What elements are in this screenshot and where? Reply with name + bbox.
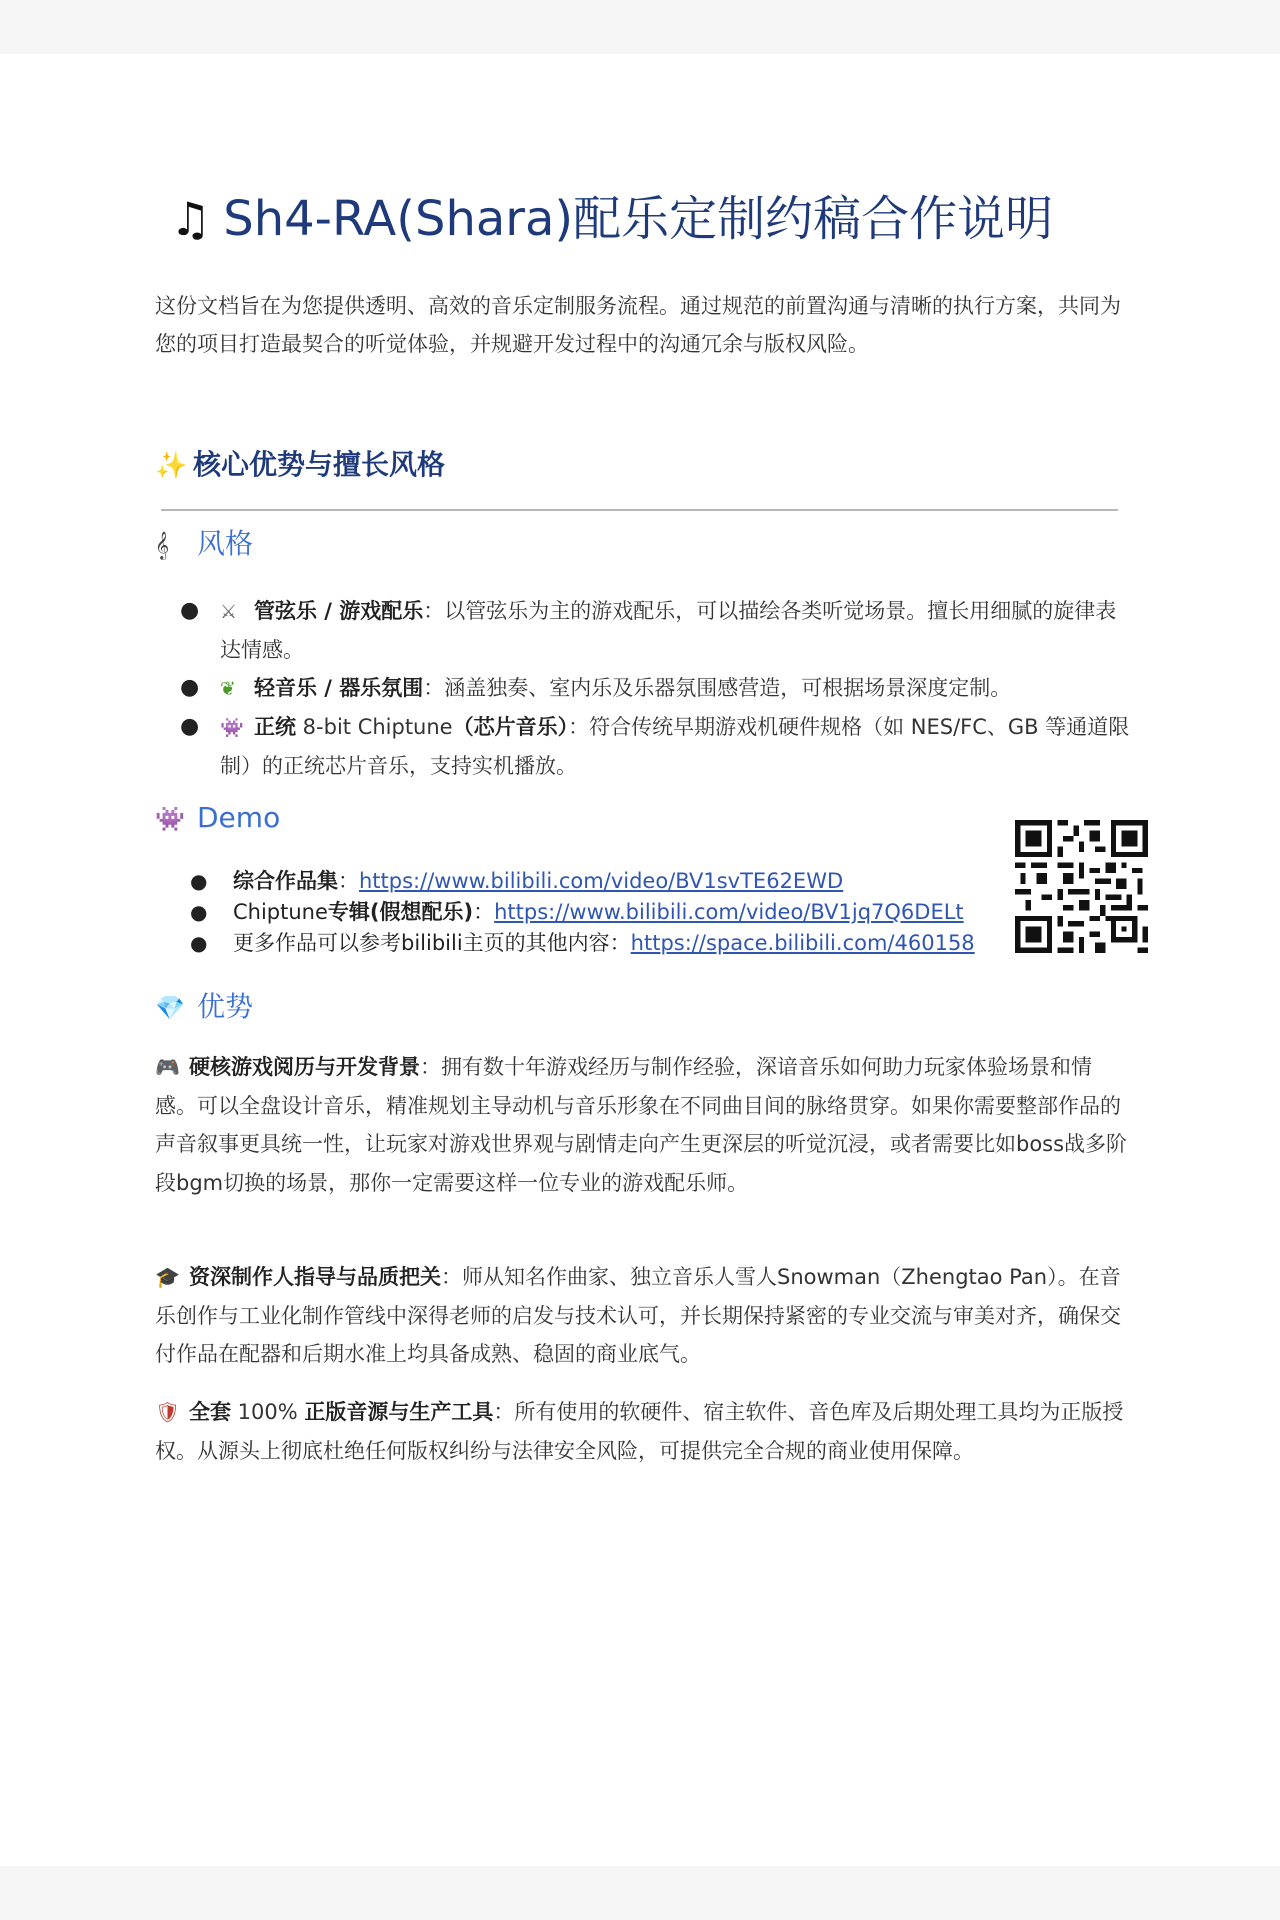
list-item: ● 👾 正统 8-bit Chiptune（芯片音乐）：符合传统早期游戏机硬件规格（如 NES/FC、GB 等通道限制）的正统芯片音乐，支持实机播放。	[180, 708, 1130, 785]
herb-icon: ❦	[220, 678, 236, 700]
graduation-cap-icon: 🎓	[155, 1265, 180, 1289]
demo-label: Chiptune	[233, 900, 328, 924]
list-item: ● 更多作品可以参考bilibili主页的其他内容：https://space.bilibili.com/460158	[190, 931, 975, 955]
style-description: 涵盖独奏、室内乐及乐器氛围感营造，可根据场景深度定制。	[444, 676, 1012, 700]
musical-note-icon: ♫	[170, 192, 212, 246]
style-label: 正统	[254, 715, 296, 739]
list-item: ● 综合作品集：https://www.bilibili.com/video/BV1svTE62EWD	[190, 869, 844, 893]
shield-icon: 🛡	[155, 1400, 181, 1424]
advantage-paragraph: 🎮 硬核游戏阅历与开发背景：拥有数十年游戏经历与制作经验，深谙音乐如何助力玩家体验场景和情感。可以全盘设计音乐，精准规划主导动机与音乐形象在不同曲目间的脉络贯穿。如果你需要整部作品的声音叙事更具统一性，让玩家对游戏世界观与剧情走向产生更深层的听觉沉浸，或者需要比如boss战多阶段bgm切换的场景，那你一定需要这样一位专业的游戏配乐师。	[155, 1048, 1130, 1202]
portfolio-link[interactable]: https://www.bilibili.com/video/BV1svTE62EWD	[359, 869, 844, 893]
bilibili-space-link[interactable]: https://space.bilibili.com/460158	[630, 931, 975, 955]
heading-style	[155, 522, 253, 562]
advantage-paragraph: 🎓 资深制作人指导与品质把关：师从知名作曲家、独立音乐人雪人Snowman（Zhengtao Pan）。在音乐创作与工业化制作管线中深得老师的启发与技术认可，并长期保持紧密的专业交流与审美对齐，确保交付作品在配器和后期水准上均具备成熟、稳固的商业底气。	[155, 1258, 1130, 1374]
style-label: 管弦乐 / 游戏配乐	[254, 599, 424, 623]
style-list	[180, 592, 1130, 785]
qr-code-icon[interactable]	[1015, 820, 1148, 953]
heading-style-text: 风格	[197, 527, 254, 560]
style-description: 符合传统早期游戏机硬件规格（如 NES/FC、GB 等通道限制）的正统芯片音乐，支持实机播放。	[220, 715, 1130, 778]
divider	[161, 509, 1118, 511]
heading-core-advantages	[155, 443, 445, 483]
advantage-label: 硬核游戏阅历与开发背景	[189, 1055, 420, 1079]
heading-demo	[155, 801, 280, 834]
advantage-paragraph: 🛡 全套 100% 正版音源与生产工具：所有使用的软硬件、宿主软件、音色库及后期处理工具均为正版授权。从源头上彻底杜绝任何版权纠纷与法律安全风险，可提供完全合规的商业使用保障。	[155, 1393, 1130, 1470]
heading-advantages	[155, 985, 253, 1025]
heading-advantages-text: 优势	[197, 990, 254, 1023]
space-invader-icon: 👾	[220, 717, 244, 739]
space-invader-icon: 👾	[155, 805, 185, 833]
advantage-text: 拥有数十年游戏经历与制作经验，深谙音乐如何助力玩家体验场景和情感。可以全盘设计音乐，精准规划主导动机与音乐形象在不同曲目间的脉络贯穿。如果你需要整部作品的声音叙事更具统一性，让玩家对游戏世界观与剧情走向产生更深层的听觉沉浸，或者需要比如boss战多阶段bgm切换的场景，那你一定需要这样一位专业的游戏配乐师。	[155, 1055, 1128, 1195]
treble-clef-icon: 𝄞	[155, 531, 170, 559]
heading-core-advantages-text: 核心优势与擅长风格	[193, 448, 446, 481]
advantage-text: 所有使用的软硬件、宿主软件、音色库及后期处理工具均为正版授权。从源头上彻底杜绝任何版权纠纷与法律安全风险，可提供完全合规的商业使用保障。	[155, 1400, 1124, 1463]
style-label: 轻音乐 / 器乐氛围	[254, 676, 424, 700]
demo-label: 综合作品集	[233, 869, 338, 893]
list-item: ● Chiptune专辑(假想配乐)：https://www.bilibili.com/video/BV1jq7Q6DELt	[190, 900, 964, 924]
sparkles-icon: ✨	[155, 451, 188, 481]
crossed-swords-icon: ⚔	[220, 601, 238, 623]
gem-icon: 💎	[155, 994, 185, 1022]
heading-demo-text: Demo	[197, 801, 281, 834]
advantage-text: 师从知名作曲家、独立音乐人雪人Snowman（Zhengtao Pan）。在音乐创作与工业化制作管线中深得老师的启发与技术认可，并长期保持紧密的专业交流与审美对齐，确保交付作品在配器和后期水准上均具备成熟、稳固的商业底气。	[155, 1265, 1121, 1366]
gamepad-icon: 🎮	[155, 1055, 180, 1079]
style-description: 以管弦乐为主的游戏配乐，可以描绘各类听觉场景。擅长用细腻的旋律表达情感。	[220, 599, 1117, 662]
advantage-label: 全套	[189, 1400, 231, 1424]
chiptune-album-link[interactable]: https://www.bilibili.com/video/BV1jq7Q6DELt	[494, 900, 964, 924]
intro-paragraph: 这份文档旨在为您提供透明、高效的音乐定制服务流程。通过规范的前置沟通与清晰的执行方案，共同为您的项目打造最契合的听觉体验，并规避开发过程中的沟通冗余与版权风险。	[155, 294, 1121, 356]
list-item: ● ⚔ 管弦乐 / 游戏配乐：以管弦乐为主的游戏配乐，可以描绘各类听觉场景。擅长用细腻的旋律表达情感。	[180, 592, 1130, 669]
page-title	[170, 180, 1130, 249]
demo-label: 更多作品可以参考bilibili主页的其他内容	[233, 931, 610, 955]
demo-link-list	[190, 866, 1020, 959]
list-item: ● ❦ 轻音乐 / 器乐氛围：涵盖独奏、室内乐及乐器氛围感营造，可根据场景深度定制。	[180, 669, 1130, 708]
advantage-label: 资深制作人指导与品质把关	[189, 1265, 441, 1289]
page-title-text: Sh4-RA(Shara)配乐定制约稿合作说明	[223, 191, 1054, 247]
